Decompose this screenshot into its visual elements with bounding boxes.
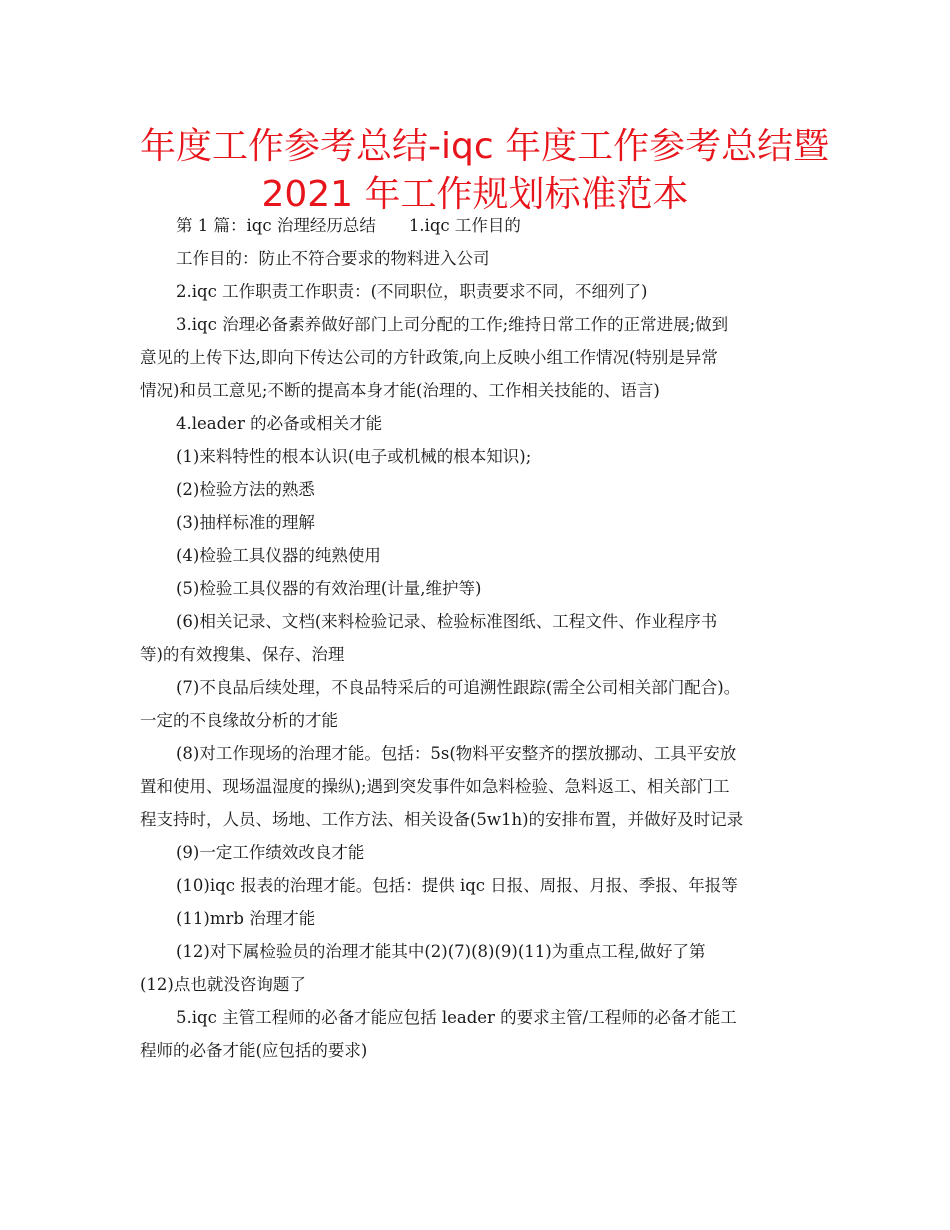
text-line: (4)检验工具仪器的纯熟使用	[176, 546, 381, 565]
text-line: 程师的必备才能(应包括的要求)	[140, 1041, 368, 1060]
text-line: (6)相关记录、文档(来料检验记录、检验标准图纸、工程文件、作业程序书	[176, 612, 718, 631]
document-title-line-2: 2021 年工作规划标准范本	[261, 174, 689, 215]
text-line: 5.iqc 主管工程师的必备才能应包括 leader 的要求主管/工程师的必备才能工	[176, 1008, 737, 1027]
text-line: (10)iqc 报表的治理才能。包括：提供 iqc 日报、周报、月报、季报、年报等	[176, 876, 738, 895]
text-line: 情况)和员工意见;不断的提高本身才能(治理的、工作相关技能的、语言)	[140, 381, 660, 400]
text-line: (8)对工作现场的治理才能。包括：5s(物料平安整齐的摆放挪动、工具平安放	[176, 744, 737, 763]
text-line: 4.leader 的必备或相关才能	[176, 414, 383, 433]
text-line: (9)一定工作绩效改良才能	[176, 843, 365, 862]
text-line: (11)mrb 治理才能	[176, 909, 316, 928]
text-line: (2)检验方法的熟悉	[176, 480, 315, 499]
text-line: 2.iqc 工作职责工作职责：(不同职位，职责要求不同，不细列了)	[176, 282, 648, 301]
text-line: 意见的上传下达,即向下传达公司的方针政策,向上反映小组工作情况(特别是异常	[140, 348, 718, 367]
text-line: 3.iqc 治理必备素养做好部门上司分配的工作;维持日常工作的正常进展;做到	[176, 315, 729, 334]
text-line: (1)来料特性的根本认识(电子或机械的根本知识);	[176, 447, 532, 466]
text-line: 一定的不良缘故分析的才能	[140, 711, 338, 730]
text-line: 工作目的：防止不符合要求的物料进入公司	[176, 249, 490, 268]
text-line: (5)检验工具仪器的有效治理(计量,维护等)	[176, 579, 482, 598]
text-line: (3)抽样标准的理解	[176, 513, 315, 532]
text-line: 置和使用、现场温湿度的操纵);遇到突发事件如急料检验、急料返工、相关部门工	[140, 777, 730, 796]
text-line: (7)不良品后续处理，不良品特采后的可追溯性跟踪(需全公司相关部门配合)。	[176, 678, 741, 697]
text-line: 等)的有效搜集、保存、治理	[140, 645, 345, 664]
text-line: 程支持时，人员、场地、工作方法、相关设备(5w1h)的安排布置，并做好及时记录	[140, 810, 744, 829]
text-line: (12)点也就没咨询题了	[140, 975, 306, 994]
document-title-line-1: 年度工作参考总结-iqc 年度工作参考总结暨	[140, 126, 830, 167]
text-line: 第 1 篇：iqc 治理经历总结 1.iqc 工作目的	[176, 216, 521, 235]
document-body	[140, 209, 820, 1067]
text-line: (12)对下属检验员的治理才能其中(2)(7)(8)(9)(11)为重点工程,做好了第	[176, 942, 706, 961]
